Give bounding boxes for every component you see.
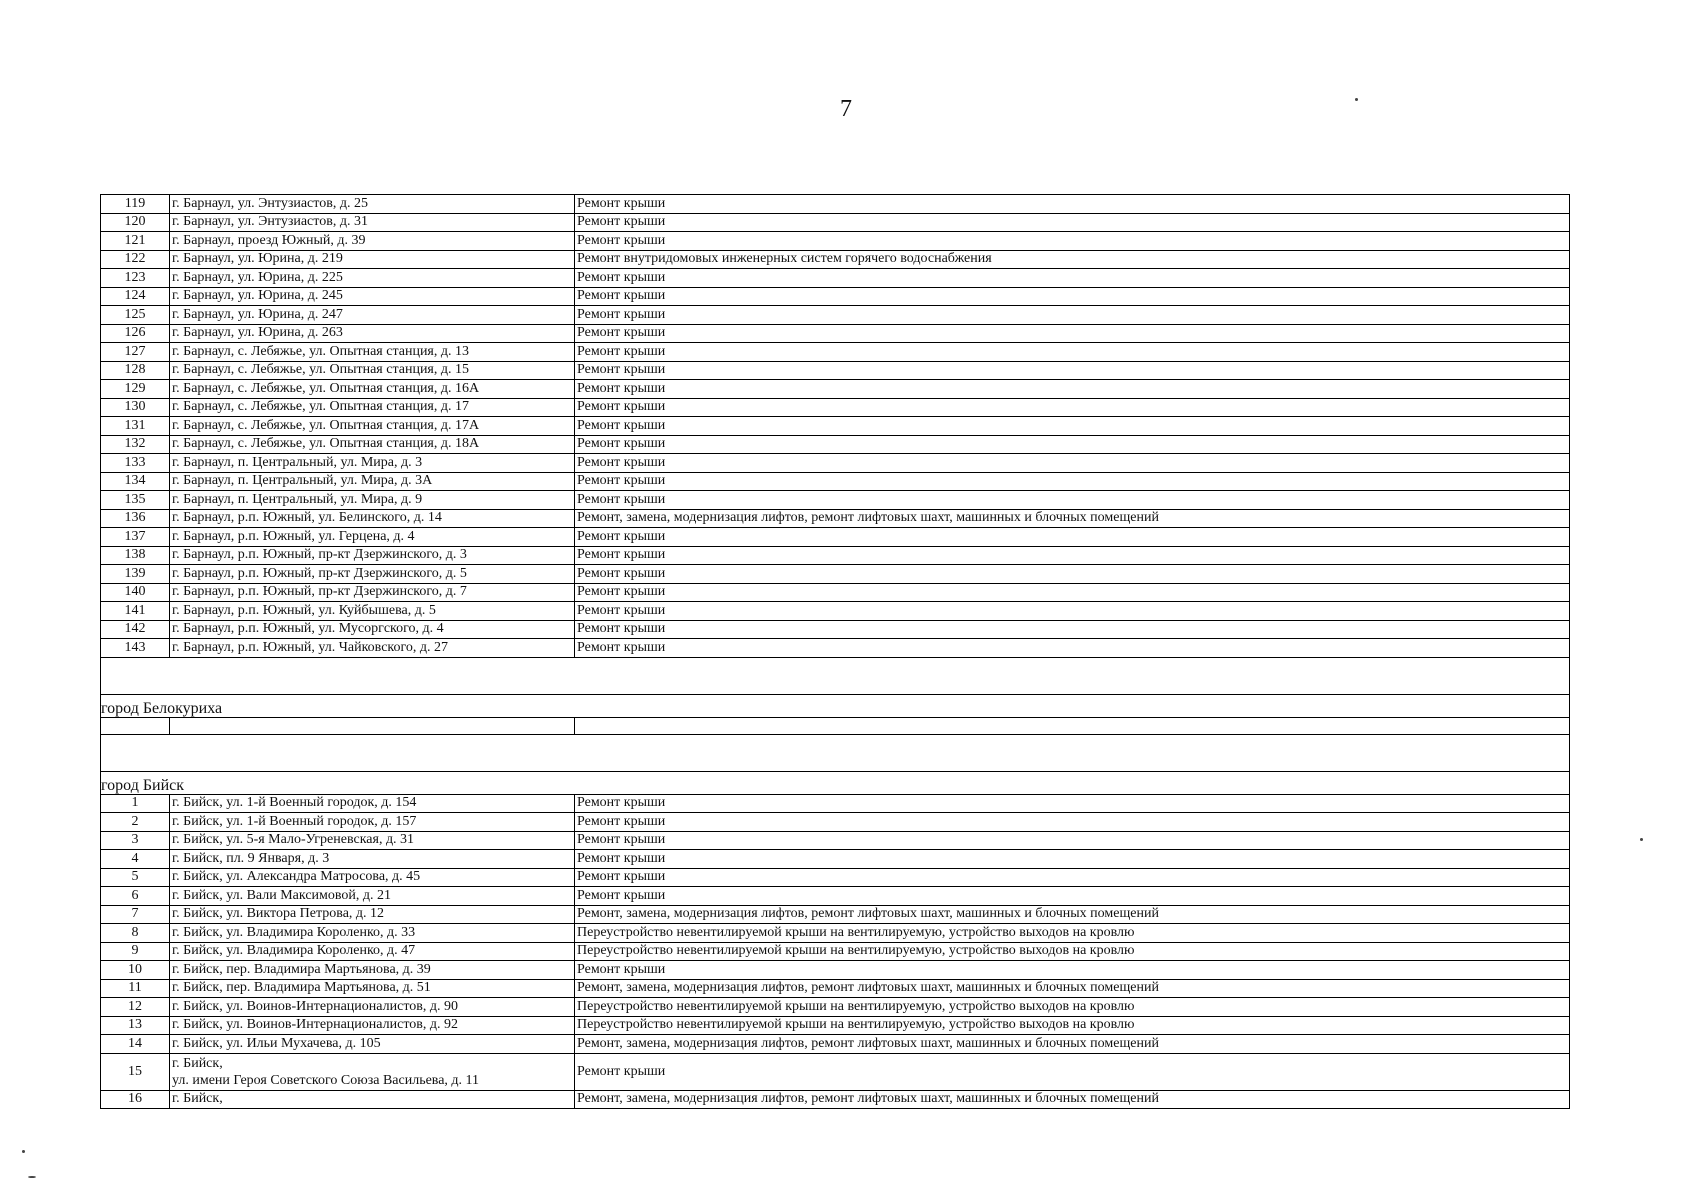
- row-number: 12: [101, 998, 170, 1017]
- table-row: [101, 380, 1570, 399]
- table-row: [101, 361, 1570, 380]
- row-number: 15: [101, 1053, 170, 1090]
- row-work-type: Ремонт крыши: [575, 887, 1570, 906]
- row-number: 129: [101, 380, 170, 399]
- row-address: г. Бийск, ул. Владимира Короленко, д. 33: [170, 924, 575, 943]
- row-number: 121: [101, 232, 170, 251]
- row-number: 132: [101, 435, 170, 454]
- row-work-type: Ремонт крыши: [575, 583, 1570, 602]
- biysk-rows: [101, 794, 1570, 1053]
- row-address: г. Бийск, пл. 9 Января, д. 3: [170, 850, 575, 869]
- row-work-type: Ремонт крыши: [575, 269, 1570, 288]
- row-address: г. Барнаул, с. Лебяжье, ул. Опытная станция, д. 16А: [170, 380, 575, 399]
- row-address-line: г. Бийск,: [172, 1055, 223, 1071]
- table-row: [101, 528, 1570, 547]
- row-number: 10: [101, 961, 170, 980]
- row-number: 13: [101, 1016, 170, 1035]
- table-row: [101, 491, 1570, 510]
- row-address: г. Барнаул, р.п. Южный, ул. Мусоргского, д. 4: [170, 620, 575, 639]
- row-work-type: Ремонт крыши: [575, 435, 1570, 454]
- row-number: 140: [101, 583, 170, 602]
- row-address: г. Барнаул, р.п. Южный, ул. Белинского, д. 14: [170, 509, 575, 528]
- row-number: 136: [101, 509, 170, 528]
- table-row: [101, 1035, 1570, 1054]
- table-row: [101, 1090, 1570, 1109]
- table-row: [101, 454, 1570, 473]
- row-number: 7: [101, 905, 170, 924]
- row-work-type: Ремонт, замена, модернизация лифтов, ремонт лифтовых шахт, машинных и блочных помещений: [575, 1090, 1570, 1109]
- row-number: 137: [101, 528, 170, 547]
- table-row: [101, 794, 1570, 813]
- row-work-type: Ремонт, замена, модернизация лифтов, ремонт лифтовых шахт, машинных и блочных помещений: [575, 1035, 1570, 1054]
- row-address: г. Барнаул, р.п. Южный, пр-кт Дзержинского, д. 7: [170, 583, 575, 602]
- table-row: [101, 905, 1570, 924]
- table-row: [101, 472, 1570, 491]
- row-work-type: Ремонт крыши: [575, 565, 1570, 584]
- row-number: 126: [101, 324, 170, 343]
- row-work-type: Ремонт крыши: [575, 620, 1570, 639]
- row-address: г. Барнаул, р.п. Южный, пр-кт Дзержинского, д. 3: [170, 546, 575, 565]
- empty-row: [101, 717, 1570, 734]
- row-address: г. Бийск, ул. Воинов-Интернационалистов, д. 90: [170, 998, 575, 1017]
- row-address: г. Барнаул, ул. Энтузиастов, д. 25: [170, 195, 575, 214]
- row-work-type: Переустройство невентилируемой крыши на вентилируемую, устройство выходов на кровлю: [575, 998, 1570, 1017]
- table-row: [101, 213, 1570, 232]
- biysk-section: [101, 734, 1570, 794]
- row-number: 124: [101, 287, 170, 306]
- table-row: [101, 961, 1570, 980]
- row-address: г. Барнаул, с. Лебяжье, ул. Опытная станция, д. 18А: [170, 435, 575, 454]
- row-address: г. Барнаул, с. Лебяжье, ул. Опытная станция, д. 17: [170, 398, 575, 417]
- table-row: [101, 620, 1570, 639]
- row-address: г. Барнаул, п. Центральный, ул. Мира, д. 3А: [170, 472, 575, 491]
- row-address: г. Барнаул, с. Лебяжье, ул. Опытная станция, д. 17А: [170, 417, 575, 436]
- row-work-type: Ремонт крыши: [575, 361, 1570, 380]
- table-row: [101, 269, 1570, 288]
- row-work-type: Ремонт крыши: [575, 324, 1570, 343]
- table-row: [101, 435, 1570, 454]
- table-row: [101, 509, 1570, 528]
- row-work-type: Ремонт крыши: [575, 546, 1570, 565]
- row-number: 6: [101, 887, 170, 906]
- row-address: г. Барнаул, ул. Юрина, д. 225: [170, 269, 575, 288]
- row-address: г. Бийск, ул. Владимира Короленко, д. 47: [170, 942, 575, 961]
- table-row: [101, 232, 1570, 251]
- row-address: г. Бийск, ул. Виктора Петрова, д. 12: [170, 905, 575, 924]
- table-row: [101, 306, 1570, 325]
- row-number: 139: [101, 565, 170, 584]
- table-row: [101, 979, 1570, 998]
- row-work-type: Ремонт крыши: [575, 1053, 1570, 1090]
- page-number: 7: [840, 96, 852, 122]
- table-row: [101, 343, 1570, 362]
- row-work-type: Ремонт крыши: [575, 306, 1570, 325]
- row-work-type: Ремонт крыши: [575, 195, 1570, 214]
- row-number: 2: [101, 813, 170, 832]
- row-work-type: Ремонт внутридомовых инженерных систем горячего водоснабжения: [575, 250, 1570, 269]
- row-number: 141: [101, 602, 170, 621]
- row-work-type: Ремонт крыши: [575, 454, 1570, 473]
- row-work-type: Ремонт крыши: [575, 343, 1570, 362]
- row-work-type: Ремонт крыши: [575, 472, 1570, 491]
- row-address: г. Барнаул, р.п. Южный, пр-кт Дзержинского, д. 5: [170, 565, 575, 584]
- row-address: г. Барнаул, р.п. Южный, ул. Герцена, д. 4: [170, 528, 575, 547]
- scan-speck: [28, 1176, 36, 1178]
- table-row: [101, 417, 1570, 436]
- row-work-type: Ремонт крыши: [575, 380, 1570, 399]
- table-row: [101, 887, 1570, 906]
- row-number: 4: [101, 850, 170, 869]
- row-work-type: Ремонт крыши: [575, 831, 1570, 850]
- row-address: г. Барнаул, с. Лебяжье, ул. Опытная станция, д. 15: [170, 361, 575, 380]
- row-number: 125: [101, 306, 170, 325]
- table-row: [101, 813, 1570, 832]
- table-row: [101, 287, 1570, 306]
- row-number: 14: [101, 1035, 170, 1054]
- table-row: [101, 250, 1570, 269]
- row-address: г. Барнаул, ул. Энтузиастов, д. 31: [170, 213, 575, 232]
- barnaul-rows: [101, 195, 1570, 658]
- row-work-type: Ремонт крыши: [575, 528, 1570, 547]
- row-number: 130: [101, 398, 170, 417]
- row-number: 1: [101, 794, 170, 813]
- row-address: г. Барнаул, проезд Южный, д. 39: [170, 232, 575, 251]
- row-work-type: Ремонт крыши: [575, 961, 1570, 980]
- table-row: [101, 998, 1570, 1017]
- row-address: г. Барнаул, ул. Юрина, д. 247: [170, 306, 575, 325]
- row-address: г. Барнаул, с. Лебяжье, ул. Опытная станция, д. 13: [170, 343, 575, 362]
- row-address: г. Бийск, ул. Вали Максимовой, д. 21: [170, 887, 575, 906]
- row-number: 133: [101, 454, 170, 473]
- scan-speck: [22, 1150, 25, 1153]
- row-address: г. Бийск, ул. 5-я Мало-Угреневская, д. 31: [170, 831, 575, 850]
- section-heading-row: [101, 771, 1570, 794]
- row-number: 3: [101, 831, 170, 850]
- row-work-type: Ремонт крыши: [575, 868, 1570, 887]
- table-row: [101, 195, 1570, 214]
- row-address: г. Бийск, пер. Владимира Мартьянова, д. 51: [170, 979, 575, 998]
- table-row: [101, 1016, 1570, 1035]
- row-address: г. Барнаул, р.п. Южный, ул. Чайковского, д. 27: [170, 639, 575, 658]
- row-number: 127: [101, 343, 170, 362]
- row-number: 5: [101, 868, 170, 887]
- row-work-type: Ремонт крыши: [575, 417, 1570, 436]
- row-number: 143: [101, 639, 170, 658]
- row-number: 138: [101, 546, 170, 565]
- row-work-type: Ремонт крыши: [575, 639, 1570, 658]
- table-row: [101, 546, 1570, 565]
- row-address: г. Барнаул, ул. Юрина, д. 245: [170, 287, 575, 306]
- row-work-type: Ремонт крыши: [575, 491, 1570, 510]
- row-address: г. Бийск, пер. Владимира Мартьянова, д. 39: [170, 961, 575, 980]
- row-work-type: Ремонт крыши: [575, 794, 1570, 813]
- row-address: г. Барнаул, п. Центральный, ул. Мира, д. 3: [170, 454, 575, 473]
- row-address: г. Бийск, ул. Воинов-Интернационалистов, д. 92: [170, 1016, 575, 1035]
- table-row: [101, 942, 1570, 961]
- section-heading: город Бийск: [101, 771, 1570, 794]
- table-row: [101, 602, 1570, 621]
- row-work-type: Ремонт, замена, модернизация лифтов, ремонт лифтовых шахт, машинных и блочных помещений: [575, 509, 1570, 528]
- scan-speck: [1355, 98, 1358, 101]
- table-row: [101, 583, 1570, 602]
- row-address: г. Бийск, ул. 1-й Военный городок, д. 157: [170, 813, 575, 832]
- row-work-type: Ремонт крыши: [575, 602, 1570, 621]
- row-number: 9: [101, 942, 170, 961]
- row-address: г. Бийск, ул. 1-й Военный городок, д. 154: [170, 794, 575, 813]
- row-address: г. Барнаул, п. Центральный, ул. Мира, д. 9: [170, 491, 575, 510]
- belokurikha-section: [101, 657, 1570, 734]
- row-address: г. Бийск, ул. Ильи Мухачева, д. 105: [170, 1035, 575, 1054]
- row-work-type: Ремонт крыши: [575, 813, 1570, 832]
- row-number: 119: [101, 195, 170, 214]
- section-heading: город Белокуриха: [101, 694, 1570, 717]
- section-gap: [101, 657, 1570, 694]
- table-row: [101, 565, 1570, 584]
- row-number: 8: [101, 924, 170, 943]
- row-work-type: Ремонт, замена, модернизация лифтов, ремонт лифтовых шахт, машинных и блочных помещений: [575, 979, 1570, 998]
- row-number: 128: [101, 361, 170, 380]
- row-number: 16: [101, 1090, 170, 1109]
- row-work-type: Ремонт крыши: [575, 232, 1570, 251]
- row-address: г. Барнаул, ул. Юрина, д. 219: [170, 250, 575, 269]
- row-number: 134: [101, 472, 170, 491]
- row-address: г. Барнаул, р.п. Южный, ул. Куйбышева, д. 5: [170, 602, 575, 621]
- table-row: [101, 831, 1570, 850]
- row-address: г. Барнаул, ул. Юрина, д. 263: [170, 324, 575, 343]
- table-row: [101, 1053, 1570, 1090]
- table-row: [101, 868, 1570, 887]
- repair-registry-table: [100, 194, 1570, 1109]
- row-work-type: Ремонт, замена, модернизация лифтов, ремонт лифтовых шахт, машинных и блочных помещений: [575, 905, 1570, 924]
- section-gap: [101, 734, 1570, 771]
- row-work-type: Переустройство невентилируемой крыши на вентилируемую, устройство выходов на кровлю: [575, 1016, 1570, 1035]
- table-row: [101, 850, 1570, 869]
- row-work-type: Ремонт крыши: [575, 287, 1570, 306]
- table-row: [101, 324, 1570, 343]
- row-number: 123: [101, 269, 170, 288]
- row-address: г. Бийск, ул. Александра Матросова, д. 45: [170, 868, 575, 887]
- row-work-type: Ремонт крыши: [575, 398, 1570, 417]
- row-work-type: Ремонт крыши: [575, 213, 1570, 232]
- biysk-tail-rows: [101, 1053, 1570, 1109]
- row-work-type: Переустройство невентилируемой крыши на вентилируемую, устройство выходов на кровлю: [575, 924, 1570, 943]
- table-row: [101, 398, 1570, 417]
- row-number: 142: [101, 620, 170, 639]
- row-number: 131: [101, 417, 170, 436]
- row-address: г. Бийск,: [170, 1090, 575, 1109]
- table-row: [101, 924, 1570, 943]
- row-address-line: ул. имени Героя Советского Союза Васильева, д. 11: [172, 1072, 480, 1088]
- row-work-type: Переустройство невентилируемой крыши на вентилируемую, устройство выходов на кровлю: [575, 942, 1570, 961]
- row-address: [170, 1053, 575, 1090]
- row-work-type: Ремонт крыши: [575, 850, 1570, 869]
- row-number: 11: [101, 979, 170, 998]
- row-number: 120: [101, 213, 170, 232]
- row-number: 135: [101, 491, 170, 510]
- scan-speck: [1640, 838, 1643, 841]
- section-heading-row: [101, 694, 1570, 717]
- row-number: 122: [101, 250, 170, 269]
- table-row: [101, 639, 1570, 658]
